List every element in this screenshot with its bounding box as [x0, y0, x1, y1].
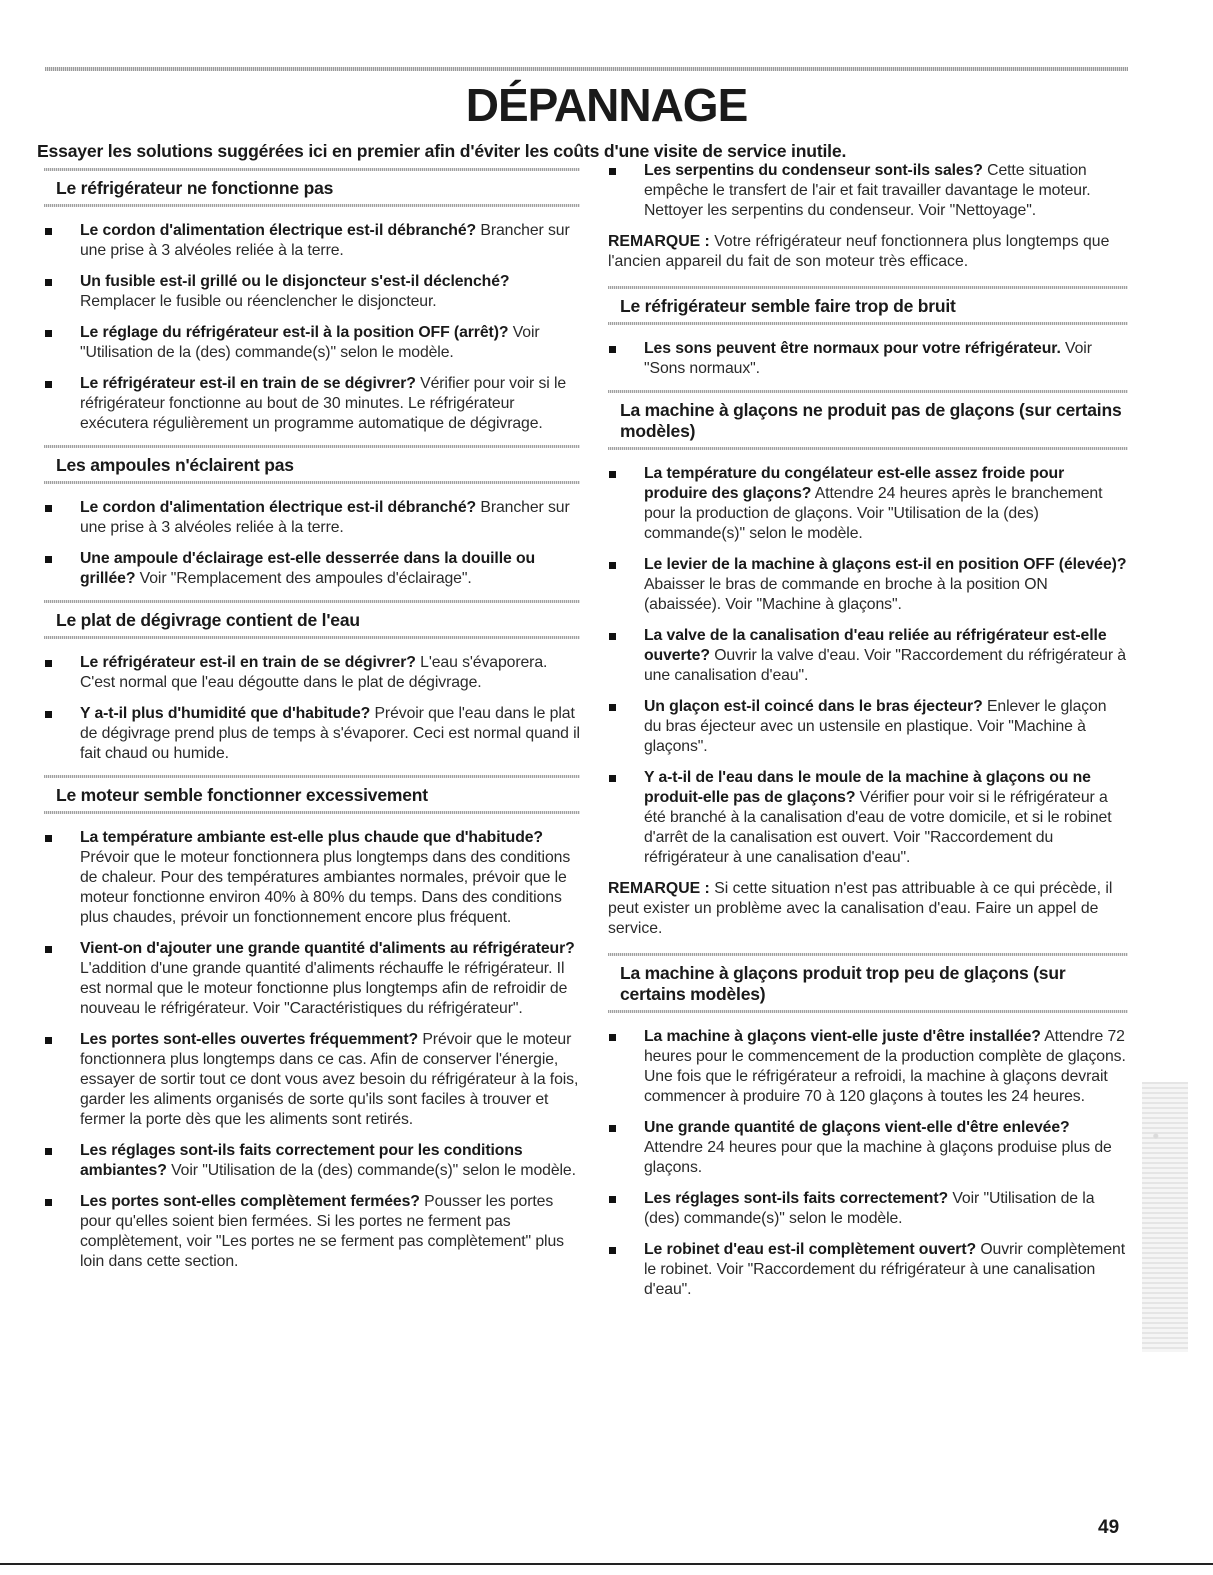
item-question: Un fusible est-il grillé ou le disjoncteur s'est-il déclenché?: [80, 273, 510, 290]
list-item: [608, 626, 1128, 686]
item-answer: Attendre 24 heures pour que la machine à glaçons produise plus de glaçons.: [644, 1139, 1112, 1176]
section-header: [44, 168, 580, 207]
bullet-icon: [45, 330, 52, 337]
item-question: Vient-on d'ajouter une grande quantité d'aliments au réfrigérateur?: [80, 940, 575, 957]
bullet-icon: [45, 711, 52, 718]
remark-note: [608, 232, 1128, 272]
item-answer: Voir "Utilisation de la (des) commande(s)" selon le modèle.: [644, 1190, 1095, 1227]
intro-text: Essayer les solutions suggérées ici en premier afin d'éviter les coûts d'une visite de service inutile.: [37, 141, 847, 161]
bottom-divider: [0, 1563, 1213, 1565]
list-item: [44, 374, 580, 434]
list-item: [44, 704, 580, 764]
list-item: [608, 697, 1128, 757]
list-item: [44, 939, 580, 1019]
item-question: Une grande quantité de glaçons vient-elle d'être enlevée?: [644, 1119, 1070, 1136]
bullet-icon: [609, 471, 616, 478]
side-tab-marker: [1142, 1082, 1188, 1352]
list-item: [44, 1030, 580, 1130]
bullet-icon: [45, 1148, 52, 1155]
item-list: [44, 653, 580, 764]
bullet-icon: [45, 660, 52, 667]
section-title: La machine à glaçons produit trop peu de glaçons (sur certains modèles): [620, 963, 1066, 1004]
section-title: La machine à glaçons ne produit pas de glaçons (sur certains modèles): [620, 400, 1122, 441]
item-question: Le réglage du réfrigérateur est-il à la position OFF (arrêt)?: [80, 324, 509, 341]
list-item: [608, 1240, 1128, 1300]
item-answer: Vérifier pour voir si le réfrigérateur fonctionne au bout de 30 minutes. Le réfrigérateur exécutera régulièrement un programme automatique de dégivrage.: [80, 375, 567, 432]
right-column: [608, 161, 1128, 1311]
bullet-icon: [45, 1037, 52, 1044]
item-question: Le cordon d'alimentation électrique est-il débranché?: [80, 499, 477, 516]
remark-label: REMARQUE :: [608, 233, 710, 250]
item-answer: Abaisser le bras de commande en broche à la position ON (abaissée). Voir "Machine à glaçons".: [644, 576, 1048, 613]
list-item: [608, 1118, 1128, 1178]
section-lights: [44, 445, 580, 589]
item-question: Les réglages sont-ils faits correctement?: [644, 1190, 949, 1207]
bullet-icon: [609, 562, 616, 569]
page-number: 49: [1098, 1517, 1120, 1538]
list-item: [44, 498, 580, 538]
item-answer: Vérifier pour voir si le réfrigérateur a été branché à la canalisation d'eau de votre domicile, et si le robinet d'arrêt de la canalisation est ouvert. Voir "Raccordement du réfrigérateur à une canalisation d'eau".: [644, 789, 1112, 866]
item-answer: L'addition d'une grande quantité d'aliments réchauffe le réfrigérateur. Il est normal que le moteur fonctionne plus longtemps afin de refroidir de nouveau le réfrigérateur. Voir "Caractéristiques du réfrigérateur".: [80, 960, 568, 1017]
item-question: La température ambiante est-elle plus chaude que d'habitude?: [80, 829, 543, 846]
section-header: [44, 600, 580, 639]
section-title: Le réfrigérateur ne fonctionne pas: [56, 178, 334, 198]
list-item: [44, 1192, 580, 1272]
list-item: [44, 272, 580, 312]
item-answer: Ouvrir la valve d'eau. Voir "Raccordement du réfrigérateur à une canalisation d'eau".: [644, 647, 1126, 684]
item-answer: Cette situation empêche le transfert de l'air et fait travailler davantage le moteur. Nettoyer les serpentins du condenseur. Voir "Nettoyage".: [644, 162, 1091, 219]
item-answer: Pousser les portes pour qu'elles soient bien fermées. Si les portes ne ferment pas complètement, voir "Les portes ne se ferment pas complètement" plus loin dans cette section.: [80, 1193, 564, 1270]
remark-text: Votre réfrigérateur neuf fonctionnera plus longtemps que l'ancien appareil du fait de son moteur très efficace.: [608, 233, 1110, 270]
list-item: [44, 1141, 580, 1181]
bullet-icon: [609, 633, 616, 640]
item-question: Le réfrigérateur est-il en train de se dégivrer?: [80, 375, 416, 392]
bullet-icon: [45, 505, 52, 512]
item-answer: L'eau s'évaporera. C'est normal que l'eau dégoutte dans le plat de dégivrage.: [80, 654, 548, 691]
item-answer: Voir "Utilisation de la (des) commande(s)" selon le modèle.: [166, 1162, 576, 1179]
item-question: Les portes sont-elles ouvertes fréquemment?: [80, 1031, 419, 1048]
list-item: [608, 1189, 1128, 1229]
list-item: [608, 555, 1128, 615]
remark-text: Si cette situation n'est pas attribuable à ce qui précède, il peut exister un problème avec la canalisation d'eau. Faire un appel de service.: [608, 880, 1113, 937]
list-item: [44, 653, 580, 693]
section-title: Le réfrigérateur semble faire trop de bruit: [620, 296, 956, 316]
item-answer: Remplacer le fusible ou réenclencher le disjoncteur.: [80, 293, 437, 310]
bullet-icon: [45, 835, 52, 842]
section-header: [608, 286, 1128, 325]
item-answer: Voir "Remplacement des ampoules d'éclairage".: [135, 570, 472, 587]
item-question: Les sons peuvent être normaux pour votre réfrigérateur.: [644, 340, 1061, 357]
item-answer: Attendre 72 heures pour le commencement de la production complète de glaçons. Une fois que le réfrigérateur a refroidi, la machine à glaçons devrait commencer à produire 70 à 120 glaçons à toutes les 24 heures.: [644, 1028, 1126, 1105]
item-question: Le robinet d'eau est-il complètement ouvert?: [644, 1241, 977, 1258]
section-motor: [44, 775, 580, 1272]
section-header: [44, 445, 580, 484]
section-few-ice: [608, 953, 1128, 1300]
section-title: Le plat de dégivrage contient de l'eau: [56, 610, 360, 630]
bullet-icon: [609, 1247, 616, 1254]
item-question: Le cordon d'alimentation électrique est-il débranché?: [80, 222, 477, 239]
section-title: Le moteur semble fonctionner excessivement: [56, 785, 428, 805]
list-item: [44, 323, 580, 363]
list-item: [608, 464, 1128, 544]
item-answer: Ouvrir complètement le robinet. Voir "Raccordement du réfrigérateur à une canalisation d'eau".: [644, 1241, 1126, 1298]
bullet-icon: [45, 228, 52, 235]
item-question: Les serpentins du condenseur sont-ils sales?: [644, 162, 983, 179]
list-item: [608, 1027, 1128, 1107]
bullet-icon: [45, 946, 52, 953]
item-list: [44, 221, 580, 434]
bullet-icon: [45, 381, 52, 388]
item-answer: Prévoir que le moteur fonctionnera plus longtemps dans des conditions de chaleur. Pour des températures ambiantes normales, prévoir que le moteur fonctionne environ 40% à 80% du temps. Dans des conditions plus chaudes, prévoir un fonctionnement encore plus fréquent.: [80, 849, 571, 926]
item-list: [608, 1027, 1128, 1300]
bullet-icon: [609, 775, 616, 782]
bullet-icon: [609, 346, 616, 353]
item-question: La température du congélateur est-elle assez froide pour produire des glaçons?: [644, 465, 1065, 502]
item-answer: Prévoir que l'eau dans le plat de dégivrage prend plus de temps à s'évaporer. Ceci est normal quand il fait chaud ou humide.: [80, 705, 580, 762]
item-list: [44, 828, 580, 1272]
item-list: [608, 339, 1128, 379]
item-question: Le réfrigérateur est-il en train de se dégivrer?: [80, 654, 416, 671]
item-answer: Brancher sur une prise à 3 alvéoles reliée à la terre.: [80, 222, 570, 259]
remark-note: [608, 879, 1128, 939]
item-list: [44, 498, 580, 589]
item-list: [608, 464, 1128, 868]
item-list: [608, 161, 1128, 221]
section-noise: [608, 286, 1128, 379]
item-question: Le levier de la machine à glaçons est-il en position OFF (élevée)?: [644, 556, 1127, 573]
bullet-icon: [45, 1199, 52, 1206]
list-item: [44, 221, 580, 261]
section-defrost-pan: [44, 600, 580, 764]
item-answer: Attendre 24 heures après le branchement pour la production de glaçons. Voir "Utilisation de la (des) commande(s)" selon le modèle.: [644, 485, 1103, 542]
item-answer: Brancher sur une prise à 3 alvéoles reliée à la terre.: [80, 499, 570, 536]
item-question: Y a-t-il de l'eau dans le moule de la machine à glaçons ou ne produit-elle pas de glaçons?: [644, 769, 1091, 806]
item-answer: Voir "Utilisation de la (des) commande(s)" selon le modèle.: [80, 324, 540, 361]
section-header: [608, 390, 1128, 450]
section-header: [44, 775, 580, 814]
list-item: [608, 339, 1128, 379]
item-question: Une ampoule d'éclairage est-elle desserrée dans la douille ou grillée?: [80, 550, 536, 587]
bullet-icon: [609, 1196, 616, 1203]
list-item: [608, 768, 1128, 868]
bullet-icon: [45, 279, 52, 286]
list-item: [44, 828, 580, 928]
page-title: DÉPANNAGE: [465, 79, 748, 131]
remark-label: REMARQUE :: [608, 880, 710, 897]
bullet-icon: [609, 1125, 616, 1132]
item-question: Les portes sont-elles complètement fermées?: [80, 1193, 420, 1210]
section-not-running: [44, 168, 580, 434]
item-question: La valve de la canalisation d'eau reliée au réfrigérateur est-elle ouverte?: [644, 627, 1107, 664]
bullet-icon: [609, 168, 616, 175]
bullet-icon: [609, 704, 616, 711]
item-question: Un glaçon est-il coincé dans le bras éjecteur?: [644, 698, 983, 715]
item-answer: Enlever le glaçon du bras éjecteur avec un ustensile en plastique. Voir "Machine à glaçons".: [644, 698, 1107, 755]
section-title: Les ampoules n'éclairent pas: [56, 455, 294, 475]
section-no-ice: [608, 390, 1128, 939]
list-item: [44, 549, 580, 589]
item-question: La machine à glaçons vient-elle juste d'être installée?: [644, 1028, 1041, 1045]
item-answer: Voir "Sons normaux".: [644, 340, 1092, 377]
bullet-icon: [609, 1034, 616, 1041]
top-divider: [45, 67, 1128, 71]
section-header: [608, 953, 1128, 1013]
item-answer: Prévoir que le moteur fonctionnera plus longtemps dans ce cas. Afin de conserver l'énergie, essayer de sortir tout ce dont vous avez besoin du réfrigérateur à la fois, garder les aliments organisés de sorte qu'ils sont faciles à trouver et fermer la porte dès que les aliments sont retirés.: [80, 1031, 579, 1128]
item-question: Y a-t-il plus d'humidité que d'habitude?: [80, 705, 371, 722]
left-column: [44, 168, 580, 1283]
bullet-icon: [45, 556, 52, 563]
list-item: [608, 161, 1128, 221]
item-question: Les réglages sont-ils faits correctement pour les conditions ambiantes?: [80, 1142, 523, 1179]
